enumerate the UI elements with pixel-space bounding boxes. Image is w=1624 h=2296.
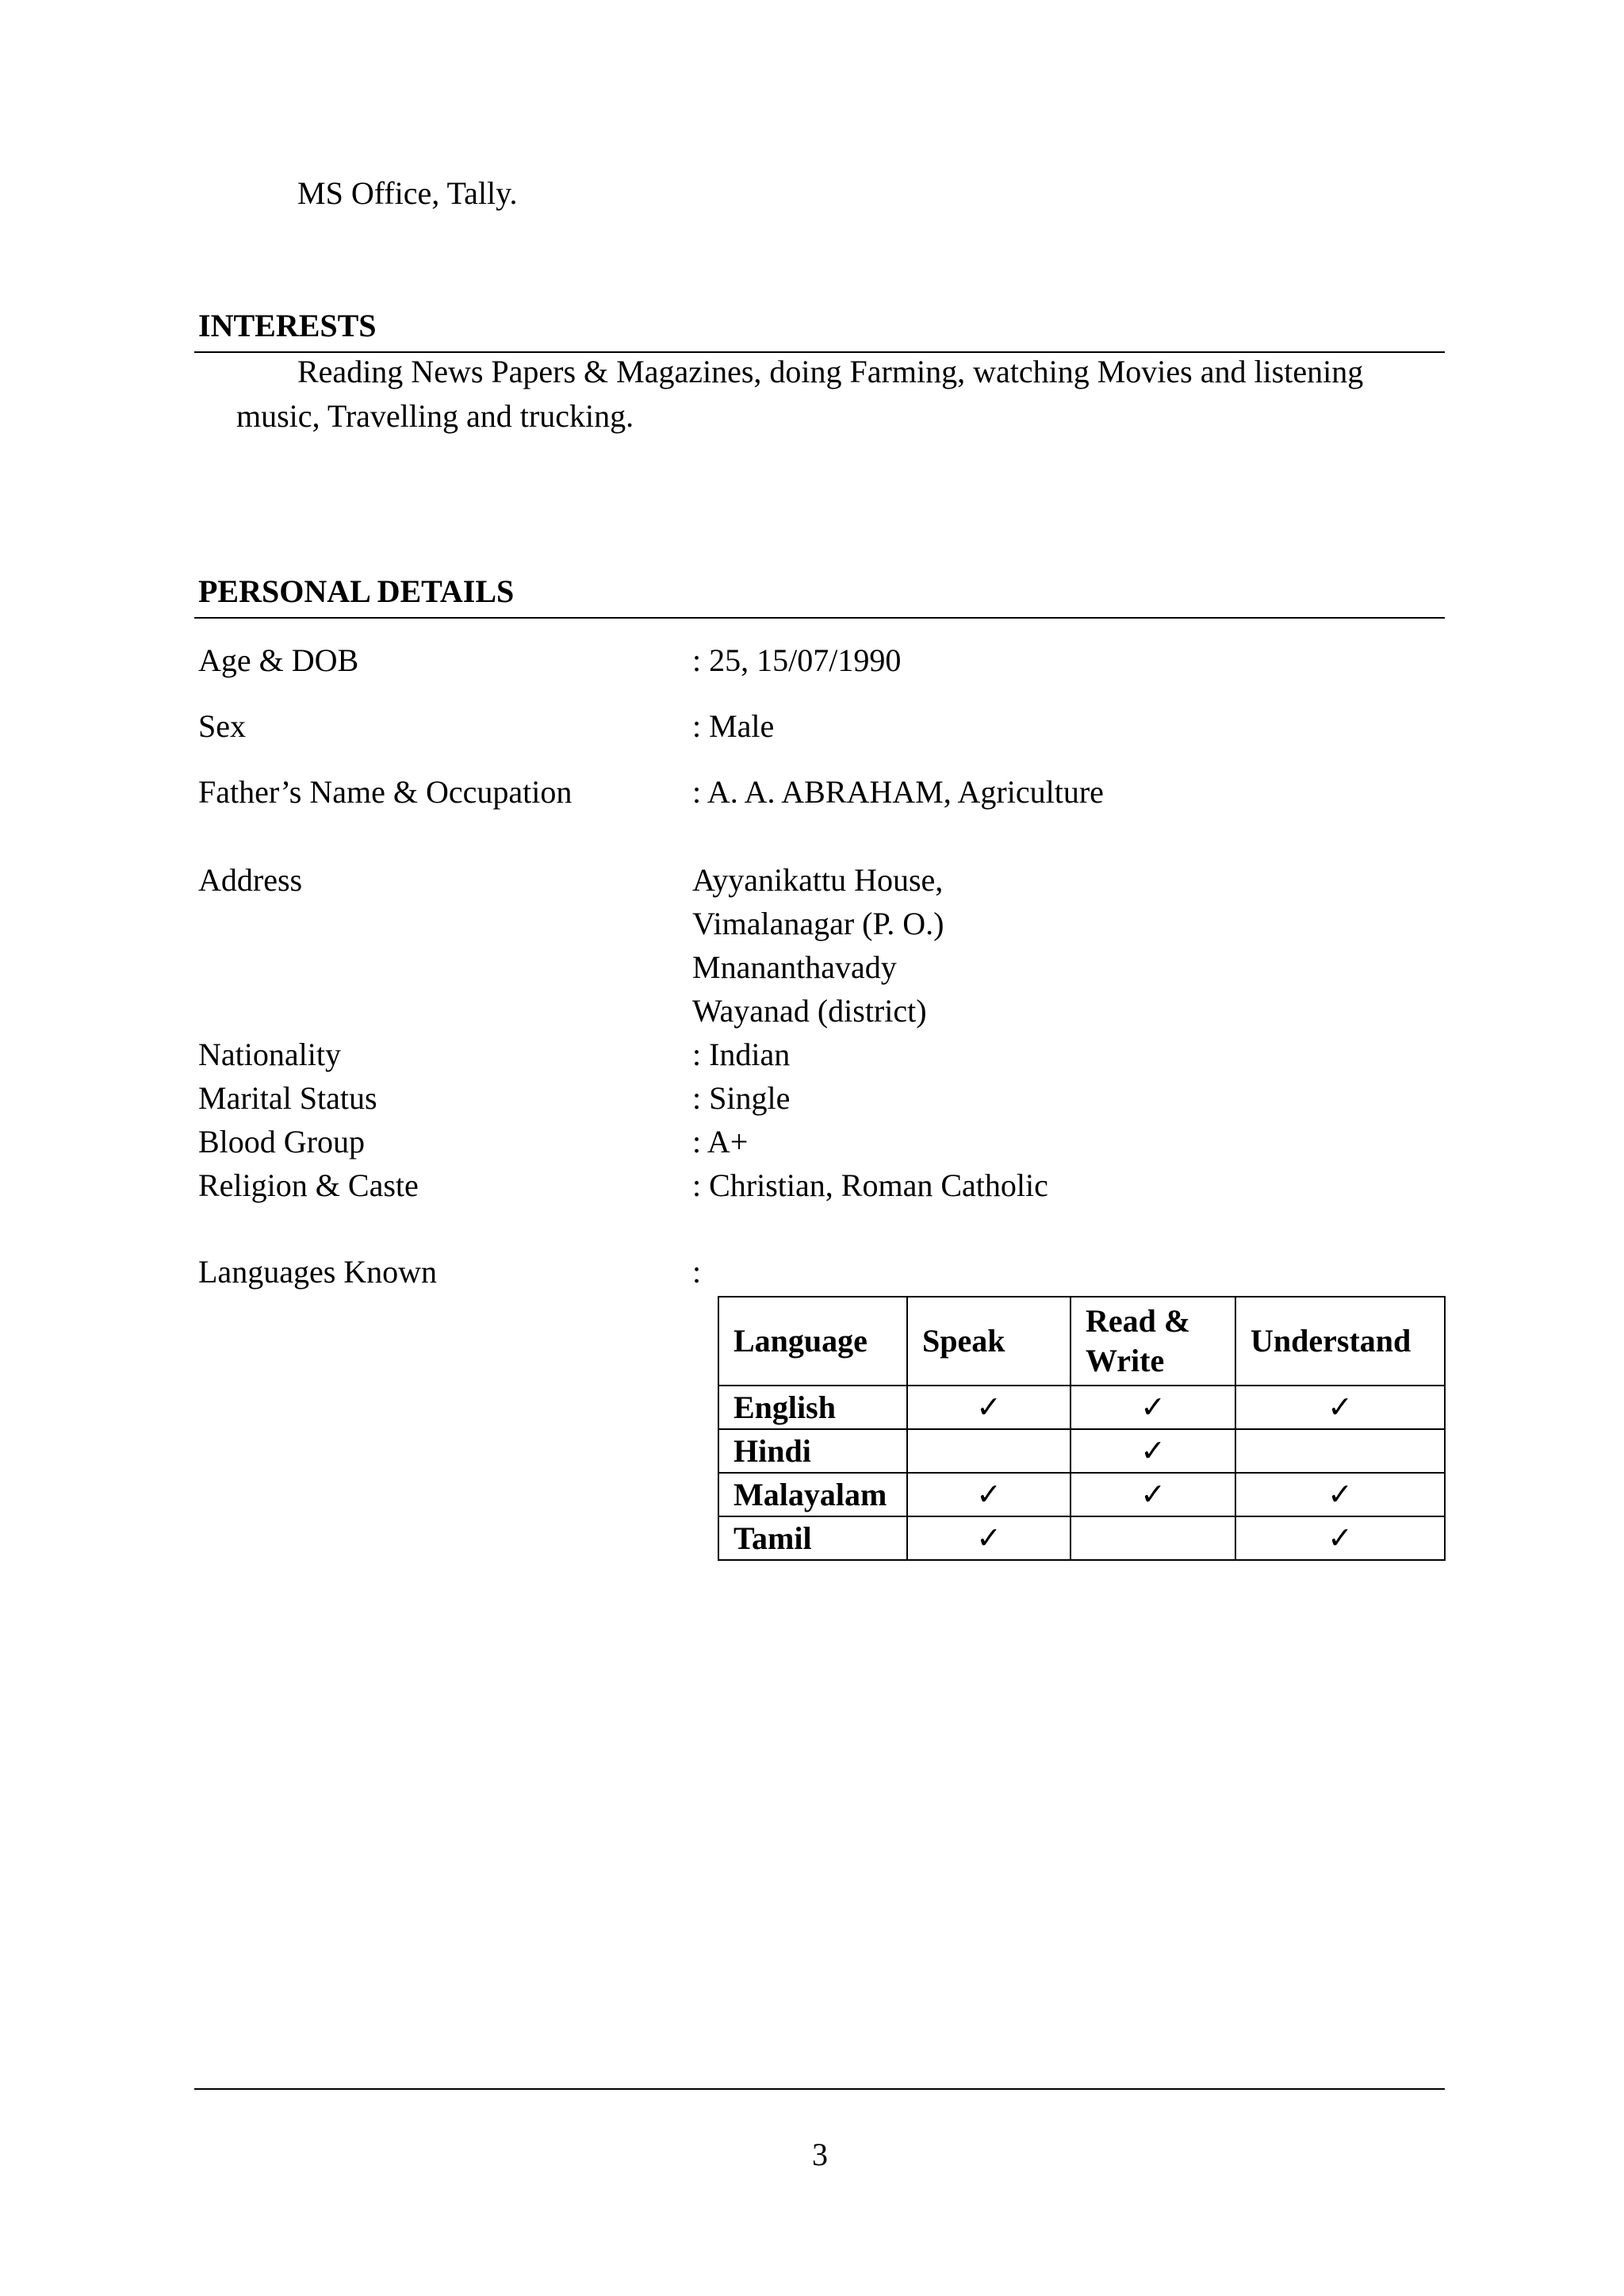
understand-cell xyxy=(1235,1429,1445,1473)
blood-group-label: Blood Group xyxy=(198,1124,365,1159)
check-icon: ✓ xyxy=(1327,1390,1353,1424)
personal-details-rule xyxy=(194,617,1445,619)
check-icon: ✓ xyxy=(1140,1434,1166,1468)
check-icon: ✓ xyxy=(1327,1478,1353,1512)
interests-line-1: Reading News Papers & Magazines, doing Farming, watching Movies and listening xyxy=(297,354,1364,389)
language-name: Hindi xyxy=(718,1429,907,1473)
header-understand: Understand xyxy=(1235,1297,1445,1386)
understand-cell xyxy=(1235,1516,1445,1560)
header-read-line-1: Read & xyxy=(1086,1303,1191,1339)
nationality-value: : Indian xyxy=(692,1037,791,1072)
father-value: : A. A. ABRAHAM, Agriculture xyxy=(692,774,1104,810)
table-row xyxy=(718,1516,1445,1560)
age-dob-label: Age & DOB xyxy=(198,642,359,678)
speak-cell xyxy=(907,1516,1071,1560)
header-language: Language xyxy=(718,1297,907,1386)
speak-cell xyxy=(907,1473,1071,1516)
page-number: 3 xyxy=(812,2137,828,2172)
address-line-1: Ayyanikattu House, xyxy=(692,862,944,898)
header-read-write xyxy=(1071,1297,1235,1386)
address-line-3: Mnananthavady xyxy=(692,949,897,985)
languages-known-label: Languages Known xyxy=(198,1254,438,1290)
check-icon: ✓ xyxy=(1140,1478,1166,1512)
read-write-cell xyxy=(1071,1516,1235,1560)
check-icon: ✓ xyxy=(976,1521,1002,1555)
table-row xyxy=(718,1429,1445,1473)
sex-value: : Male xyxy=(692,708,775,744)
marital-status-value: : Single xyxy=(692,1080,791,1116)
check-icon: ✓ xyxy=(1140,1390,1166,1424)
interests-heading: INTERESTS xyxy=(198,308,377,343)
read-write-cell xyxy=(1071,1473,1235,1516)
address-line-4: Wayanad (district) xyxy=(692,993,927,1029)
header-speak: Speak xyxy=(907,1297,1071,1386)
religion-caste-value: : Christian, Roman Catholic xyxy=(692,1167,1048,1203)
language-name: Malayalam xyxy=(718,1473,907,1516)
table-row xyxy=(718,1386,1445,1429)
table-row xyxy=(718,1473,1445,1516)
skills-text: MS Office, Tally. xyxy=(297,175,518,211)
personal-details-heading: PERSONAL DETAILS xyxy=(198,573,515,609)
languages-known-colon: : xyxy=(692,1254,702,1290)
header-read-line-2: Write xyxy=(1086,1343,1165,1378)
read-write-cell xyxy=(1071,1386,1235,1429)
speak-cell xyxy=(907,1429,1071,1473)
address-label: Address xyxy=(198,862,303,898)
sex-label: Sex xyxy=(198,708,246,744)
age-dob-value: : 25, 15/07/1990 xyxy=(692,642,902,678)
address-line-2: Vimalanagar (P. O.) xyxy=(692,906,944,941)
check-icon: ✓ xyxy=(1327,1521,1353,1555)
speak-cell xyxy=(907,1386,1071,1429)
understand-cell xyxy=(1235,1473,1445,1516)
religion-caste-label: Religion & Caste xyxy=(198,1167,419,1203)
language-name: Tamil xyxy=(718,1516,907,1560)
languages-table-header-row xyxy=(718,1297,1445,1386)
understand-cell xyxy=(1235,1386,1445,1429)
language-name: English xyxy=(718,1386,907,1429)
marital-status-label: Marital Status xyxy=(198,1080,377,1116)
languages-table xyxy=(718,1296,1446,1561)
interests-line-2: music, Travelling and trucking. xyxy=(236,398,634,434)
father-label: Father’s Name & Occupation xyxy=(198,774,573,810)
blood-group-value: : A+ xyxy=(692,1124,749,1159)
check-icon: ✓ xyxy=(976,1478,1002,1512)
read-write-cell xyxy=(1071,1429,1235,1473)
nationality-label: Nationality xyxy=(198,1037,341,1072)
footer-rule xyxy=(194,2088,1445,2090)
check-icon: ✓ xyxy=(976,1390,1002,1424)
